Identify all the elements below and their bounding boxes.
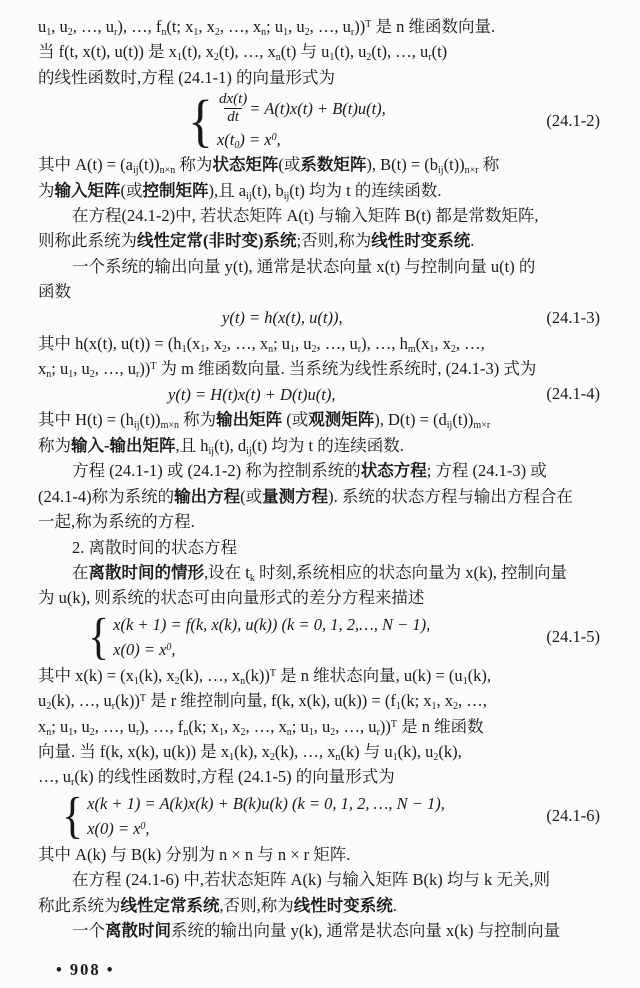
text-line: …, $u_r(k)$ 的线性函数时,方程 (24.1-5) 的向量形式为 <box>38 767 395 789</box>
equation-number: (24.1-6) <box>546 805 600 825</box>
equation-row: x(k + 1) = f(k, x(k), u(k)) (k = 0, 1, 2,…, N − 1), <box>113 614 431 634</box>
text-line: 向量. 当 f(k, x(k), u(k)) 是 $x_1(k)$, $x_2(k)$, …, $x_n(k)$ 与 $u_1(k)$, $u_2(k)$, <box>38 741 462 763</box>
text-line: 称此系统为线性定常系统,否则,称为线性时变系统. <box>38 895 397 915</box>
fraction-numerator: dx(t) <box>218 91 248 108</box>
equation-row: $x(0) = x^0$, <box>87 818 150 838</box>
equation-row: $x(0) = x^0$, <box>113 639 176 659</box>
equation-24-1-6 <box>62 787 612 844</box>
equation-row <box>217 90 386 127</box>
text-line: 其中 A(k) 与 B(k) 分别为 n × n 与 n × r 矩阵. <box>38 844 351 864</box>
section-heading: 2. 离散时间的状态方程 <box>72 537 237 557</box>
left-brace: { <box>62 787 84 844</box>
text-line: 其中 $A(t) = (a_{ij}(t))_{n\times n}$ 称为状态矩阵(或系数矩阵), $B(t) = (b_{ij}(t))_{n\times r}$ 称 <box>38 155 500 177</box>
text-line: 称为输入-输出矩阵,且 $h_{ij}(t)$, $d_{ij}(t)$ 均为 t 的连续函数. <box>38 435 404 457</box>
equation-number: (24.1-3) <box>546 307 600 327</box>
text-line: 则称此系统为线性定常(非时变)系统;否则,称为线性时变系统. <box>38 231 475 251</box>
text-line: $u_2(k)$, …, $u_r(k))^T$ 是 r 维控制向量, f(k, x(k), $u(k)) = (f_1(k$; $x_1$, $x_2$, …, <box>38 691 487 713</box>
left-brace: { <box>88 608 110 665</box>
text-line: 当 f(t, x(t), u(t)) 是 $x_1(t)$, $x_2(t)$, …, $x_n(t)$ 与 $u_1(t)$, $u_2(t)$, …, $u_r(t)$ <box>38 42 448 64</box>
equation-row: y(t) = h(x(t), u(t)), <box>222 308 343 328</box>
text-line: 一个离散时间系统的输出向量 y(k), 通常是状态向量 x(k) 与控制向量 <box>72 920 561 940</box>
fraction <box>217 91 249 126</box>
text-line: 方程 (24.1-1) 或 (24.1-2) 称为控制系统的状态方程; 方程 (24.1-3) 或 <box>72 461 547 481</box>
equation-number: (24.1-2) <box>546 111 600 131</box>
equation-24-1-4 <box>168 381 612 407</box>
equation-number: (24.1-5) <box>546 626 600 646</box>
text-line: $x_n$; $u_1$, $u_2$, …, $u_r))^T$ 为 m 维函数向量. 当系统为线性系统时, (24.1-3) 式为 <box>38 359 537 381</box>
text-line: (24.1-4)称为系统的输出方程(或量测方程). 系统的状态方程与输出方程合在 <box>38 486 573 506</box>
text-line: 一起,称为系统的方程. <box>38 512 195 532</box>
text-line: $x_n$; $u_1$, $u_2$, …, $u_r$), …, $f_n(k$; $x_1$, $x_2$, …, $x_n$; $u_1$, $u_2$, …, $u_r))^T$ 是 n 维函数 <box>38 716 484 738</box>
equation-rhs: = A(t)x(t) + B(t)u(t), <box>249 99 386 119</box>
text-line: 其中 $x(k) = (x_1(k)$, $x_2(k)$, …, $x_n(k))^T$ 是 n 维状态向量, $u(k) = (u_1(k)$, <box>38 665 492 687</box>
equation-24-1-2 <box>188 90 612 152</box>
left-brace: { <box>188 89 213 154</box>
text-line: 在方程 (24.1-6) 中,若状态矩阵 A(k) 与输入矩阵 B(k) 均与 k 无关,则 <box>72 870 551 890</box>
text-line: 在方程(24.1-2)中, 若状态矩阵 A(t) 与输入矩阵 B(t) 都是常数矩阵, <box>72 206 539 226</box>
text-line: 其中 $H(t) = (h_{ij}(t))_{m\times n}$ 称为输出矩阵 (或观测矩阵), $D(t) = (d_{ij}(t))_{m\times r}$ <box>38 410 491 432</box>
text-line: $u_1$, $u_2$, …, $u_r$), …, $f_n(t$; $x_1$, $x_2$, …, $x_n$; $u_1$, $u_2$, …, $u_r))^T$ 是 n 维函数向量. <box>38 17 496 38</box>
text-line: 函数 <box>38 282 71 302</box>
text-line: 在离散时间的情形,设在 $t_k$ 时刻,系统相应的状态向量为 x(k), 控制向量 <box>72 562 567 584</box>
equation-row: y(t) = H(t)x(t) + D(t)u(t), <box>168 384 336 404</box>
text-line: 为输入矩阵(或控制矩阵),且 $a_{ij}(t)$, $b_{ij}(t)$ 均为 t 的连续函数. <box>38 180 442 202</box>
text-line: 一个系统的输出向量 y(t), 通常是状态向量 x(t) 与控制向量 u(t) 的 <box>72 256 536 276</box>
text-line: 为 u(k), 则系统的状态可由向量形式的差分方程来描述 <box>38 588 425 608</box>
page-number: • 908 • <box>56 960 115 980</box>
equation-row: x(k + 1) = A(k)x(k) + B(k)u(k) (k = 0, 1, 2, …, N − 1), <box>87 793 445 813</box>
equation-24-1-3 <box>222 305 612 331</box>
equation-number: (24.1-4) <box>546 384 600 404</box>
equation-row: $x(t_0) = x^0$, <box>216 130 281 152</box>
text-line: 其中 h(x(t), $u(t)) = (h_1(x_1$, $x_2$, …, $x_n$; $u_1$, $u_2$, …, $u_r$), …, $h_m(x_1$, $x_2$, …, <box>38 333 485 355</box>
fraction-denominator: dt <box>224 108 242 126</box>
text-line: 的线性函数时,方程 (24.1-1) 的向量形式为 <box>38 67 335 87</box>
equation-24-1-5 <box>88 608 612 665</box>
